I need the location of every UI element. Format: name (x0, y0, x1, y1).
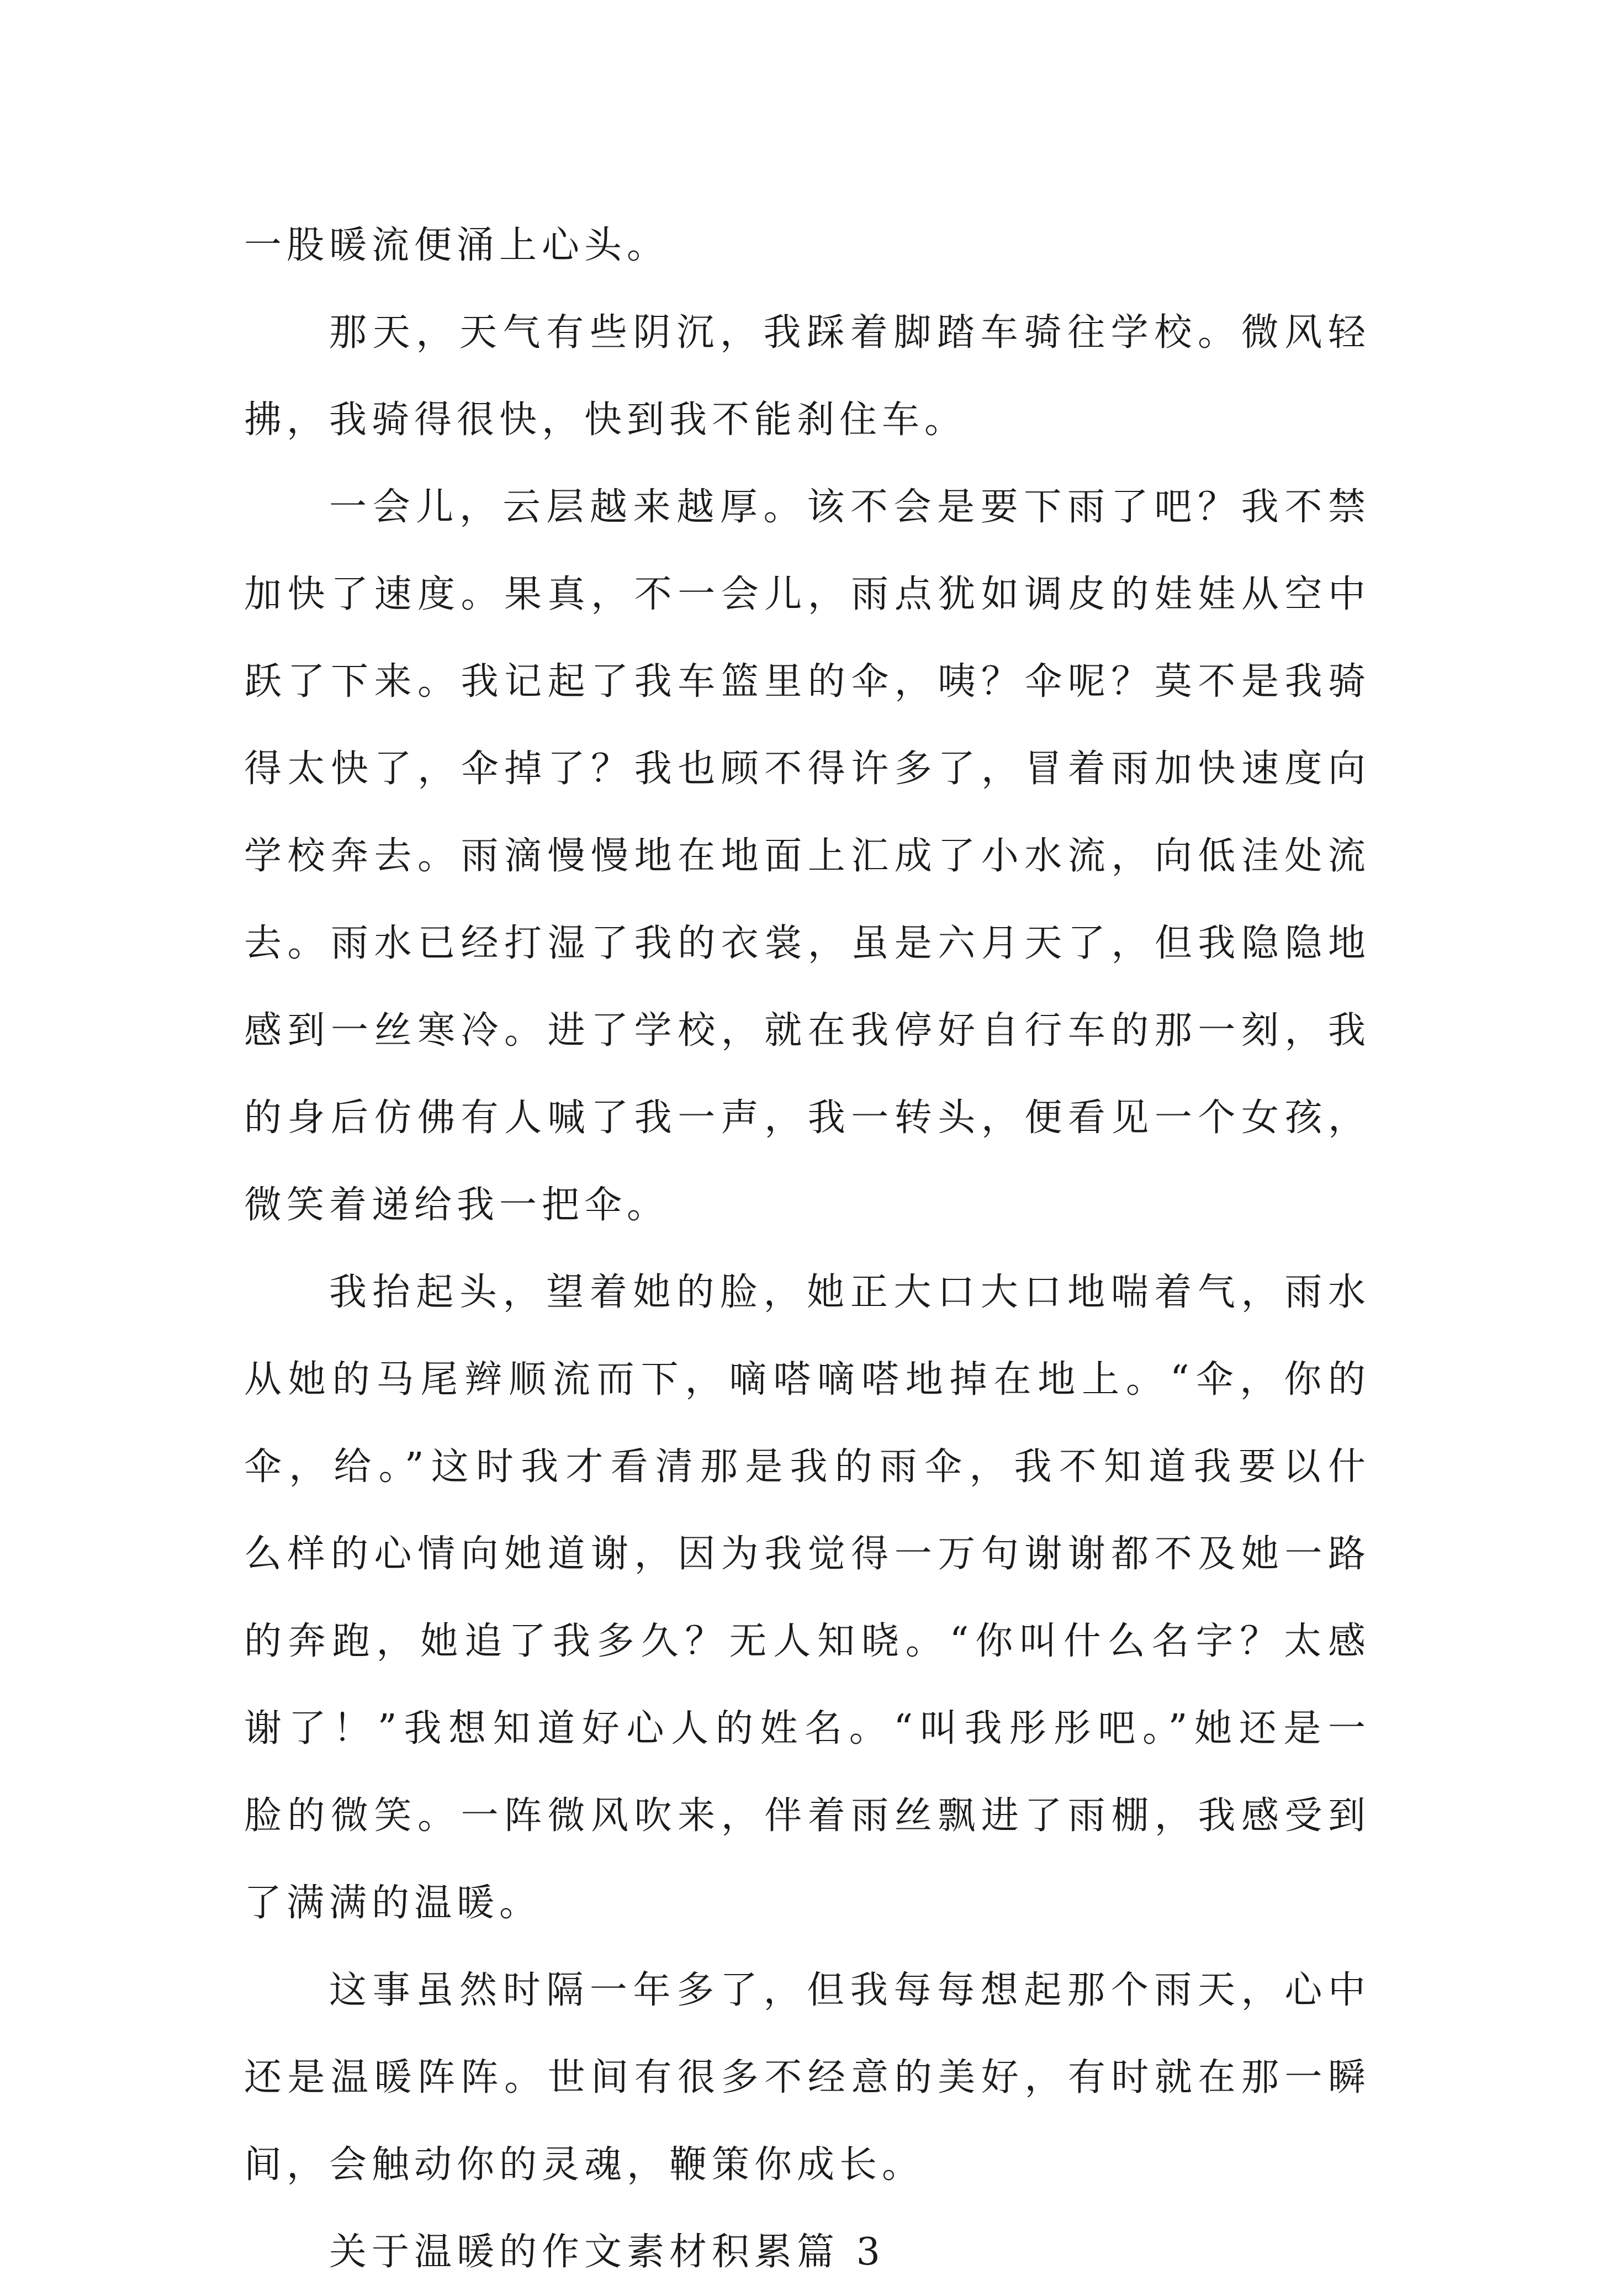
text-line: 的奔跑，她追了我多久？无人知晓。“你叫什么名字？太感 (244, 1620, 1371, 1663)
text-line: 拂，我骑得很快，快到我不能刹住车。 (244, 398, 967, 442)
text-line: 一股暖流便涌上心头。 (244, 224, 670, 267)
text-line: 跃了下来。我记起了我车篮里的伞，咦？伞呢？莫不是我骑 (244, 660, 1371, 703)
text-line: 谢了！”我想知道好心人的姓名。“叫我彤彤吧。”她还是一 (244, 1707, 1371, 1750)
text-line: 这事虽然时隔一年多了，但我每每想起那个雨天，心中 (329, 1969, 1371, 2012)
paragraph-rain-begins (244, 464, 1371, 1249)
text-line: 么样的心情向她道谢，因为我觉得一万句谢谢都不及她一路 (244, 1532, 1371, 1576)
paragraph-continuation (244, 202, 1371, 289)
text-line: 从她的马尾辫顺流而下，嘀嗒嘀嗒地掉在地上。“伞，你的 (244, 1358, 1371, 1401)
text-line: 了满满的温暖。 (244, 1881, 542, 1925)
text-line: 的身后仿佛有人喊了我一声，我一转头，便看见一个女孩， (244, 1096, 1371, 1140)
text-line: 微笑着递给我一把伞。 (244, 1183, 670, 1227)
text-line: 还是温暖阵阵。世间有很多不经意的美好，有时就在那一瞬 (244, 2056, 1371, 2099)
text-line: 学校奔去。雨滴慢慢地在地面上汇成了小水流，向低洼处流 (244, 834, 1371, 878)
text-line: 加快了速度。果真，不一会儿，雨点犹如调皮的娃娃从空中 (244, 573, 1371, 616)
text-line: 感到一丝寒冷。进了学校，就在我停好自行车的那一刻，我 (244, 1009, 1371, 1052)
text-line: 间，会触动你的灵魂，鞭策你成长。 (244, 2143, 925, 2187)
paragraph-reflection (244, 1947, 1371, 2209)
text-line: 伞，给。”这时我才看清那是我的雨伞，我不知道我要以什 (244, 1445, 1371, 1489)
text-line: 脸的微笑。一阵微风吹来，伴着雨丝飘进了雨棚，我感受到 (244, 1794, 1371, 1838)
paragraph-cloudy-day (244, 289, 1371, 464)
text-line: 得太快了，伞掉了？我也顾不得许多了，冒着雨加快速度向 (244, 747, 1371, 791)
text-line: 我抬起头，望着她的脸，她正大口大口地喘着气，雨水 (329, 1271, 1371, 1314)
paragraph-umbrella-girl (244, 1249, 1371, 1947)
document-body (244, 202, 1371, 2296)
section-heading: 关于温暖的作文素材积累篇 3 (329, 2230, 885, 2274)
text-line: 一会儿，云层越来越厚。该不会是要下雨了吧？我不禁 (329, 485, 1371, 529)
text-line: 去。雨水已经打湿了我的衣裳，虽是六月天了，但我隐隐地 (244, 922, 1371, 965)
text-line: 那天，天气有些阴沉，我踩着脚踏车骑往学校。微风轻 (329, 311, 1371, 355)
